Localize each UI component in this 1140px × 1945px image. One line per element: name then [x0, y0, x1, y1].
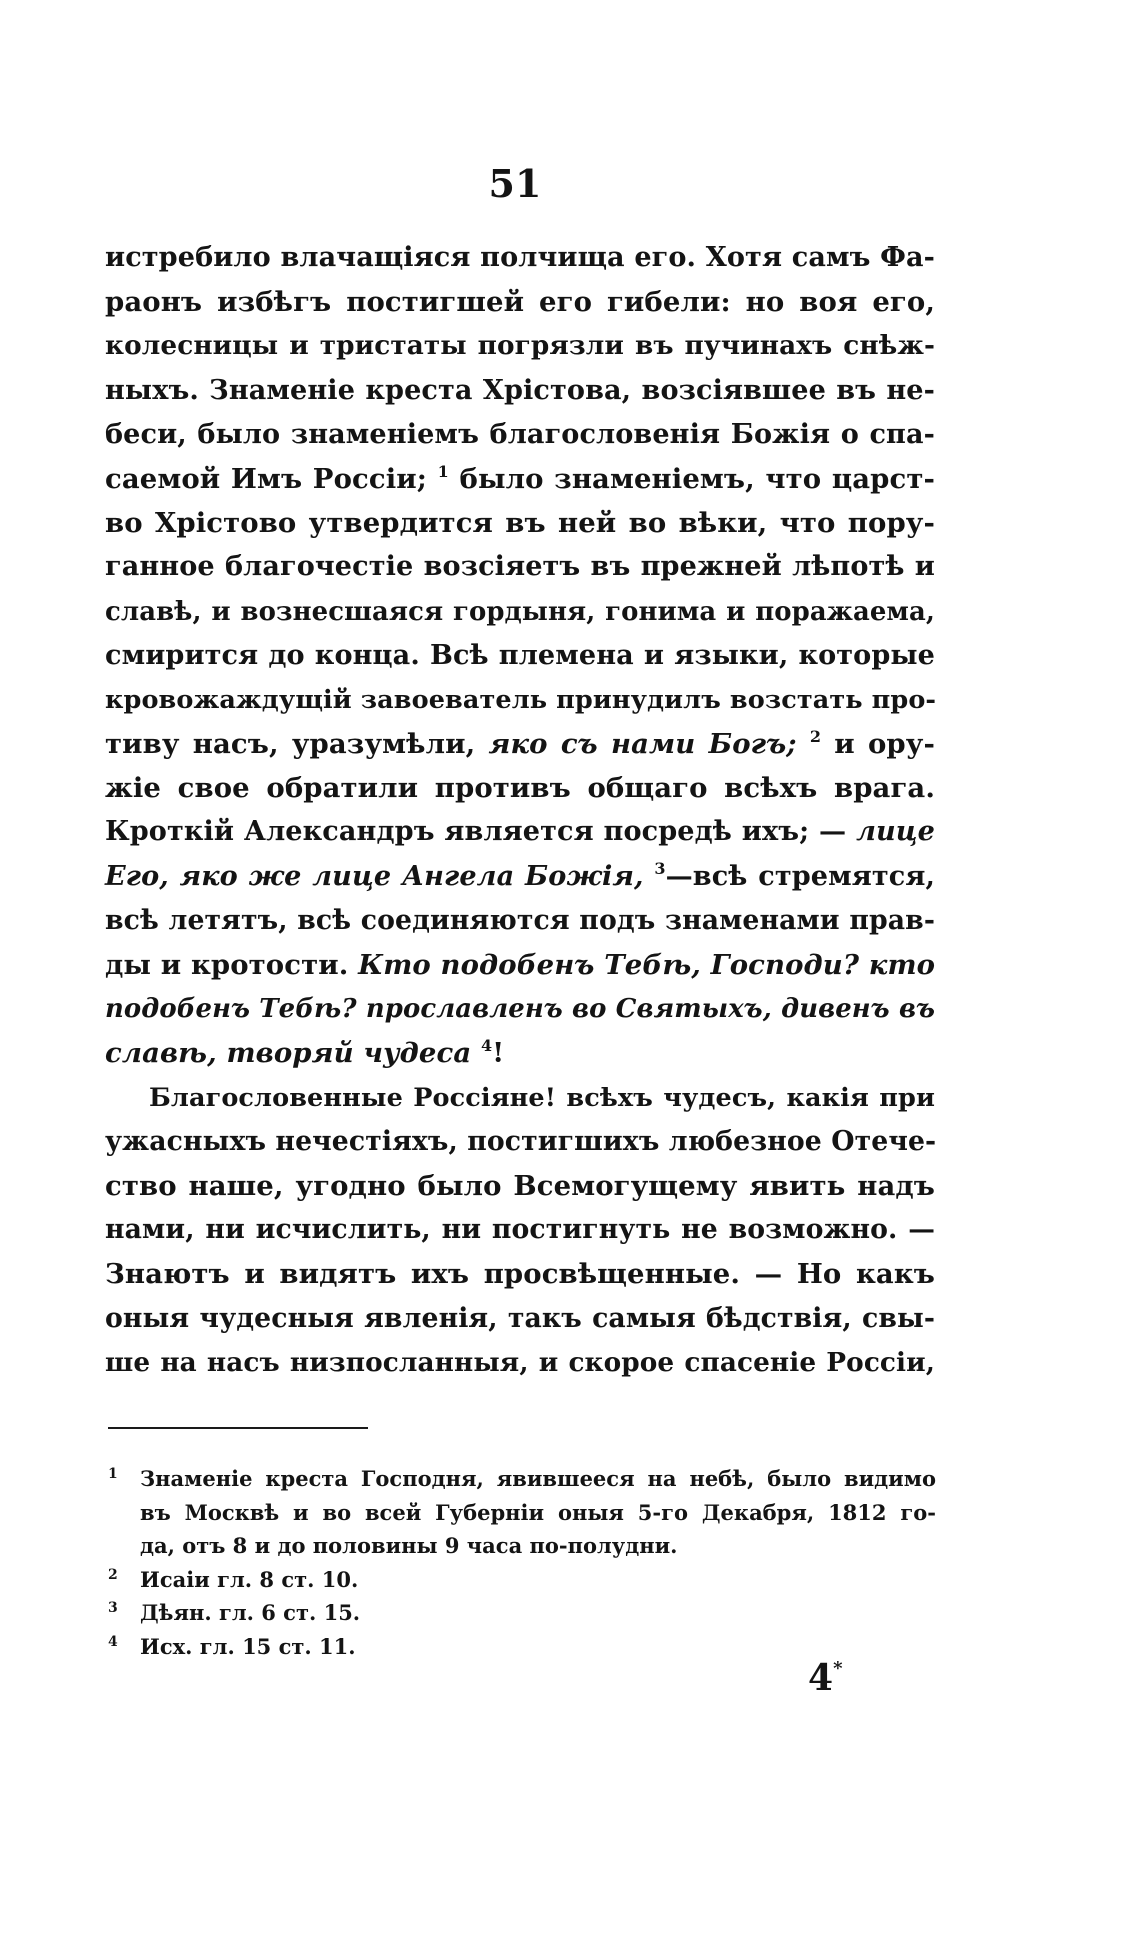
footnote-reference: 4 [480, 1036, 493, 1056]
text-segment: истребило влачащіяся полчища его. Хотя самъ Фа- [105, 242, 935, 273]
text-segment: —всѣ стремятся, [665, 860, 935, 892]
signature-number: 4 [808, 1657, 834, 1699]
text-line [105, 1297, 935, 1341]
footnote: 2 Исаіи гл. 8 ст. 10. [108, 1566, 359, 1592]
text-line [105, 1076, 935, 1120]
text-line [105, 899, 935, 943]
text-segment: славѣ, и вознесшаяся гордыня, гонима и поражаема, [105, 596, 935, 627]
footnote-text: Исаіи гл. 8 ст. 10. [140, 1566, 359, 1592]
footnote-reference: 3 [654, 858, 666, 878]
text-line [105, 413, 935, 457]
page-number: 51 [488, 161, 542, 206]
italic-quote: славѣ, творяй чудеса [105, 1037, 472, 1070]
text-segment: ганное благочестіе возсіяетъ въ прежней лѣпотѣ и [105, 551, 935, 583]
text-line [105, 324, 935, 368]
text-segment: кровожаждущій завоеватель принудилъ возстать про- [105, 684, 937, 715]
text-segment [471, 1037, 481, 1069]
text-line [105, 545, 935, 589]
text-line [105, 1208, 935, 1252]
footnote-divider [108, 1427, 368, 1429]
text-line [105, 987, 935, 1031]
text-segment: раонъ избѣгъ постигшей его гибели: но воя его, [105, 286, 935, 319]
footnote-text: въ Москвѣ и во всей Губерніи оныя 5-го Декабря, 1812 го- [140, 1499, 936, 1525]
text-segment: ужасныхъ нечестіяхъ, постигшихъ любезное Отече- [105, 1125, 937, 1157]
footnote [108, 1529, 936, 1563]
italic-quote: Его, яко же лице Ангела Божія, [105, 860, 644, 892]
footnote: 1 Знаменіе креста Господня, явившееся на небѣ, было видимо [108, 1466, 936, 1491]
text-segment: жіе свое обратили противъ общаго всѣхъ врага. [105, 772, 935, 805]
signature-asterisk: * [833, 1657, 843, 1679]
footnote: 4 Исх. гл. 15 ст. 11. [108, 1633, 356, 1659]
text-line [105, 590, 935, 634]
text-segment: беси, было знаменіемъ благословенія Божія о спа- [105, 418, 935, 450]
text-line [105, 1252, 935, 1296]
signature-mark [808, 1656, 842, 1700]
main-text [105, 236, 935, 1385]
footnote-text: Знаменіе креста Господня, явившееся на небѣ, было видимо [140, 1466, 936, 1491]
text-line [105, 810, 935, 854]
text-line [105, 678, 935, 722]
text-segment: и ору- [821, 728, 935, 761]
footnote-reference: 2 [809, 726, 822, 746]
text-segment: Благословенные Россіяне! всѣхъ чудесъ, какія при [149, 1082, 935, 1113]
text-segment: тиву насъ, уразумѣли, [105, 728, 489, 761]
text-line [105, 722, 935, 766]
text-segment: саемой Имъ Россіи; [105, 462, 438, 495]
text-line [105, 236, 935, 280]
footnote-text: Дѣян. гл. 6 ст. 15. [140, 1600, 361, 1625]
text-segment: ство наше, угодно было Всемогущему явить надъ [105, 1169, 935, 1202]
text-segment: ! [492, 1037, 505, 1070]
text-segment: Знаютъ и видятъ ихъ просвѣщенные. — Но какъ [105, 1258, 935, 1291]
text-segment: Кроткій Александръ является посредѣ ихъ; — [105, 816, 857, 848]
footnote-text: Исх. гл. 15 ст. 11. [140, 1633, 356, 1659]
italic-quote: подобенъ Тебѣ? прославленъ во Святыхъ, дивенъ въ [105, 994, 935, 1025]
text-segment: всѣ летятъ, всѣ соединяются подъ знаменами прав- [105, 904, 935, 936]
text-segment [797, 728, 810, 760]
text-line [105, 501, 935, 545]
footnote: 3 Дѣян. гл. 6 ст. 15. [108, 1600, 361, 1625]
text-line [105, 855, 935, 899]
text-line [105, 457, 935, 501]
footnote-reference: 1 [437, 461, 449, 481]
footnotes [108, 1462, 936, 1663]
footnote [108, 1496, 936, 1530]
text-segment: было знаменіемъ, что царст- [448, 462, 935, 495]
italic-quote: Кто подобенъ Тебѣ, Господи? кто [358, 949, 936, 981]
italic-quote: лице [856, 816, 935, 848]
text-line [105, 1341, 935, 1385]
text-line [105, 943, 935, 987]
italic-quote: яко съ нами Богъ; [488, 728, 797, 761]
text-line [105, 1120, 935, 1164]
text-segment: ды и кротости. [105, 949, 359, 981]
text-line [105, 369, 935, 413]
text-segment: колесницы и тристаты погрязли въ пучинахъ снѣж- [105, 330, 935, 362]
text-line [105, 1031, 935, 1075]
text-line [105, 1164, 935, 1208]
text-line [105, 766, 935, 810]
footnote-text: да, отъ 8 и до половины 9 часа по-полудни. [140, 1533, 678, 1558]
text-segment: ше на насъ низпосланныя, и скорое спасеніе Россіи, [105, 1346, 935, 1378]
text-segment: ныхъ. Знаменіе креста Хрістова, возсіявшее въ не- [105, 374, 935, 406]
text-segment [644, 861, 655, 892]
text-line [105, 280, 935, 324]
text-segment: смирится до конца. Всѣ племена и языки, которые [105, 639, 935, 671]
text-segment: оныя чудесныя явленія, такъ самыя бѣдствія, свы- [105, 1302, 935, 1334]
text-segment: нами, ни исчислить, ни постигнуть не возможно. — [105, 1214, 935, 1246]
text-segment: во Хрістово утвердится въ ней во вѣки, что пору- [105, 507, 935, 540]
text-line [105, 634, 935, 678]
